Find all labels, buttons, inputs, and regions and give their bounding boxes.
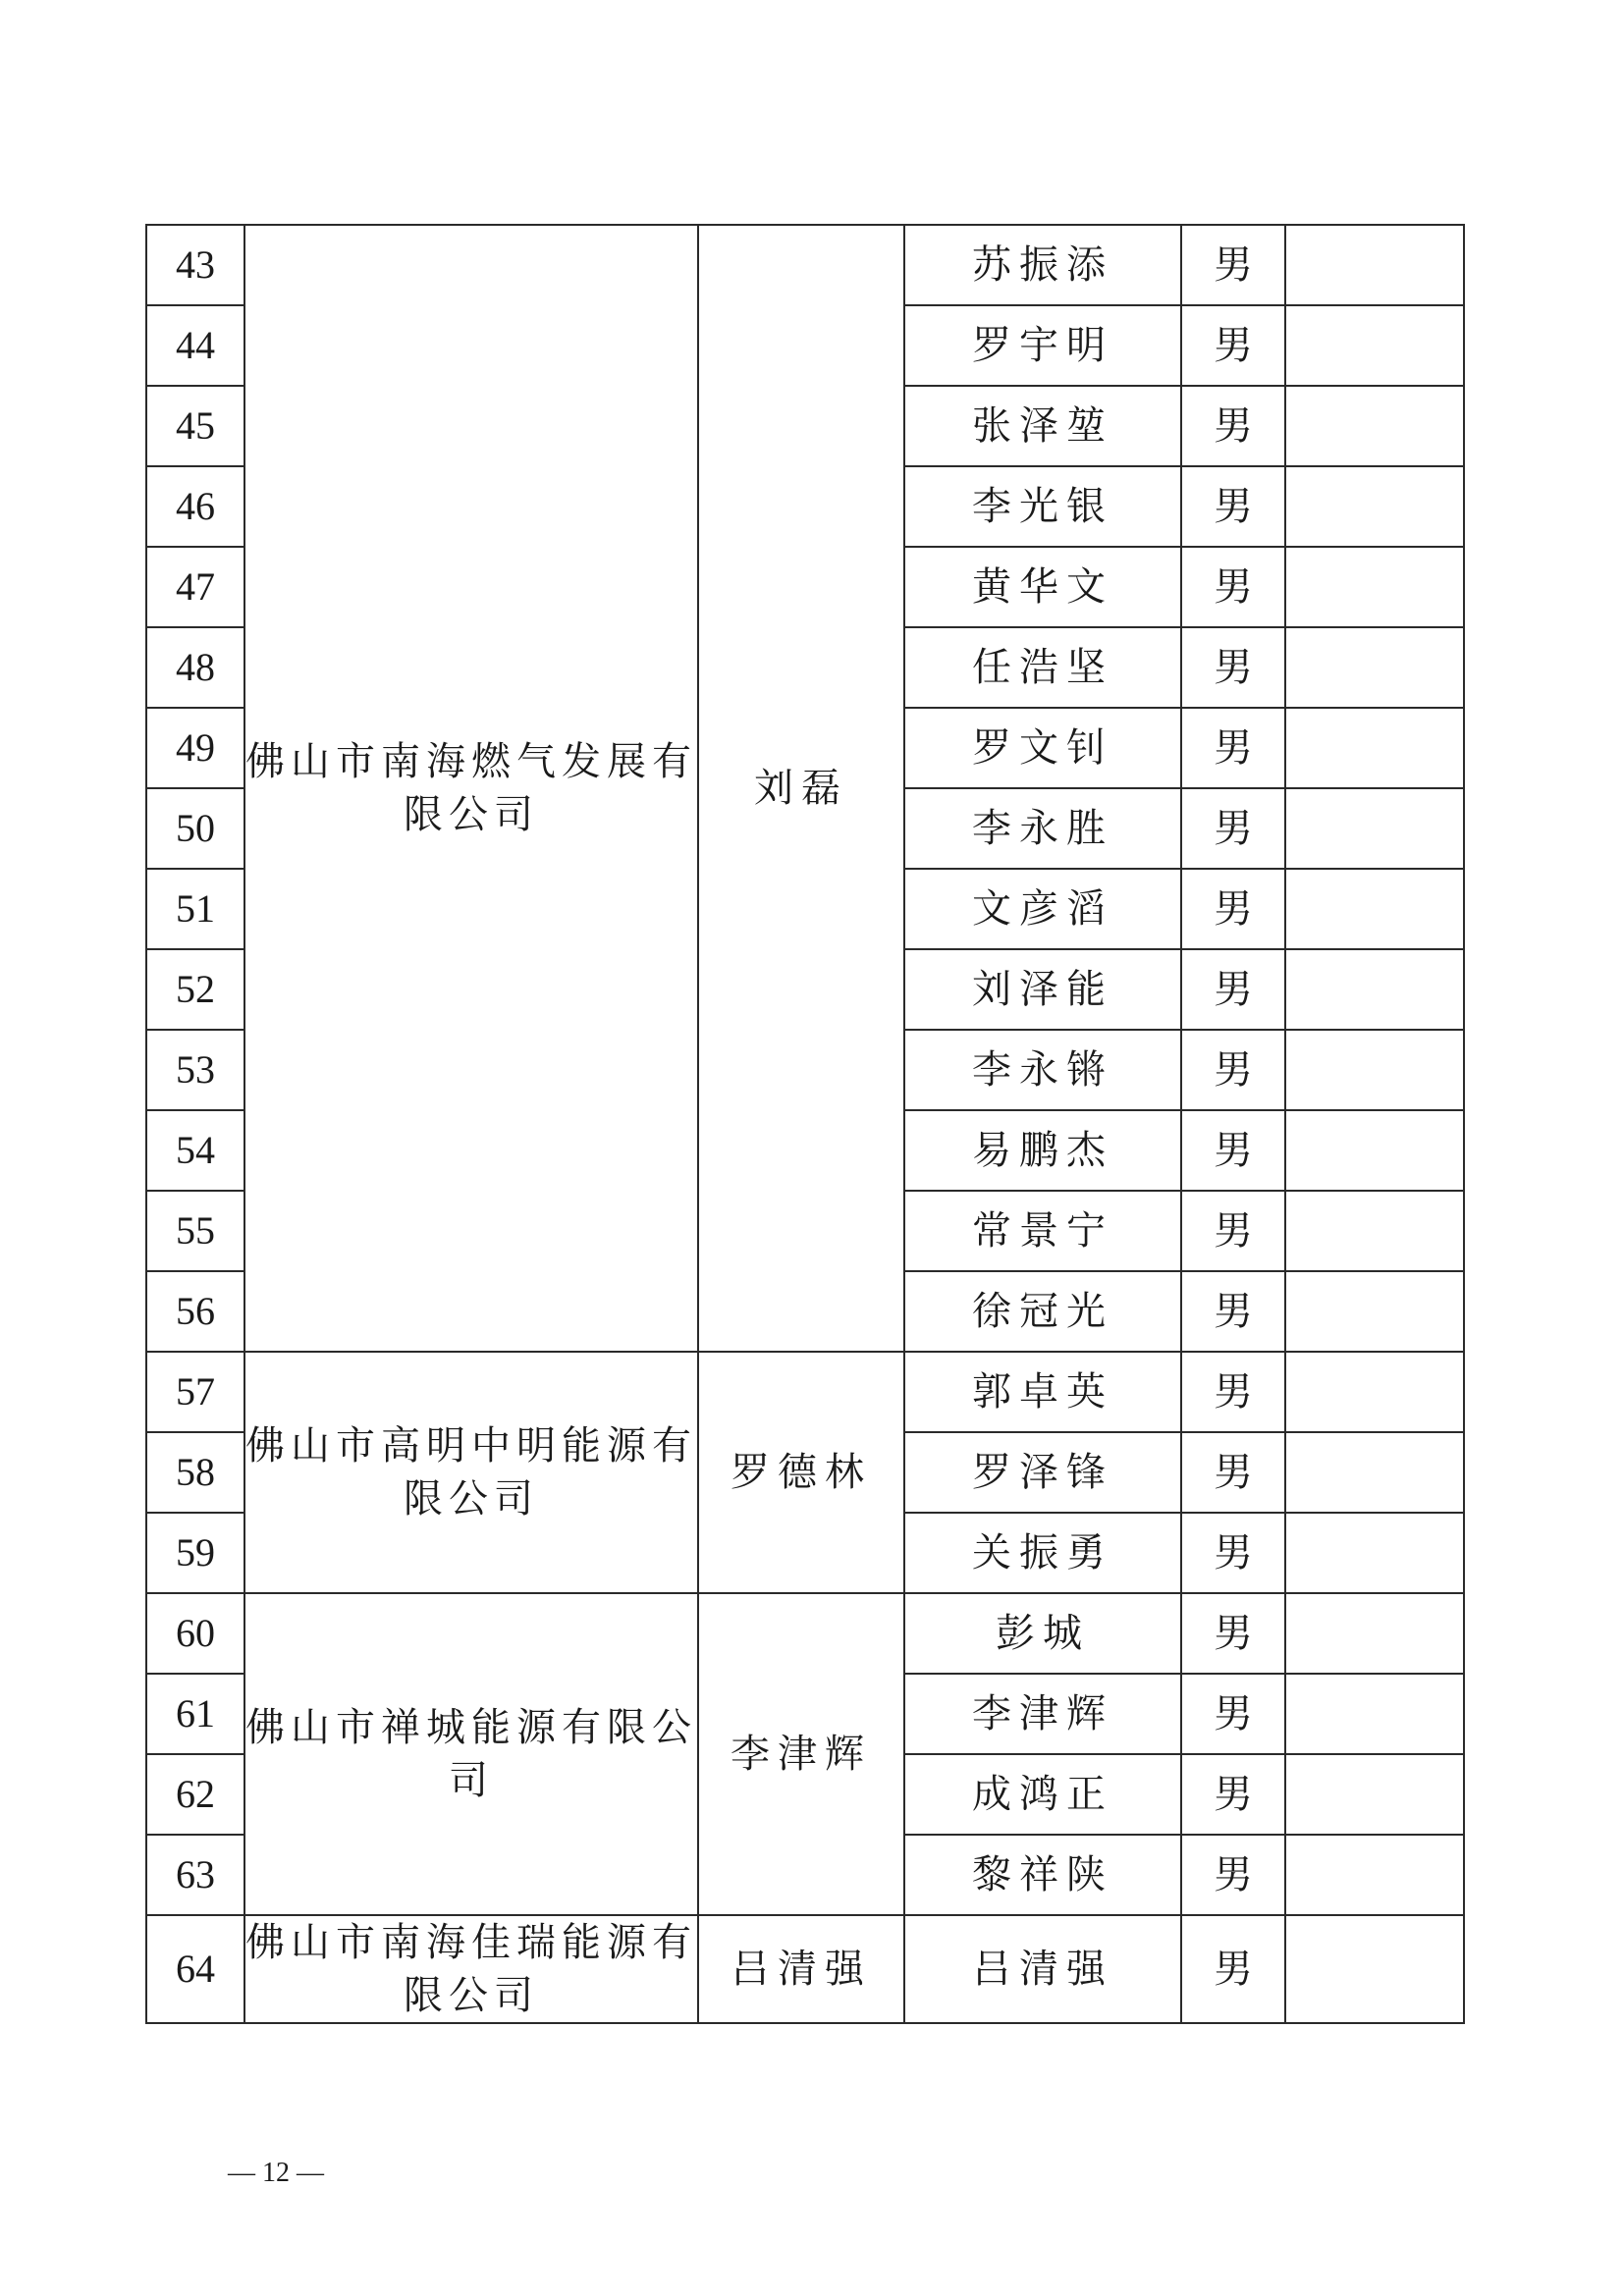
row-number: 55 (146, 1191, 244, 1271)
company-name: 佛山市南海燃气发展有限公司 (244, 225, 698, 1352)
member-name: 彭城 (904, 1593, 1181, 1674)
row-number: 51 (146, 869, 244, 949)
member-gender: 男 (1181, 1030, 1285, 1110)
member-name: 吕清强 (904, 1915, 1181, 2023)
member-name: 刘泽能 (904, 949, 1181, 1030)
row-number: 64 (146, 1915, 244, 2023)
remark-cell (1285, 869, 1464, 949)
company-name: 佛山市高明中明能源有限公司 (244, 1352, 698, 1593)
remark-cell (1285, 1915, 1464, 2023)
remark-cell (1285, 627, 1464, 708)
row-number: 54 (146, 1110, 244, 1191)
member-name: 易鹏杰 (904, 1110, 1181, 1191)
remark-cell (1285, 1271, 1464, 1352)
remark-cell (1285, 1754, 1464, 1835)
remark-cell (1285, 1513, 1464, 1593)
member-gender: 男 (1181, 1271, 1285, 1352)
row-number: 48 (146, 627, 244, 708)
row-number: 43 (146, 225, 244, 305)
member-gender: 男 (1181, 1915, 1285, 2023)
member-name: 罗泽锋 (904, 1432, 1181, 1513)
member-gender: 男 (1181, 1352, 1285, 1432)
row-number: 53 (146, 1030, 244, 1110)
row-number: 61 (146, 1674, 244, 1754)
remark-cell (1285, 1191, 1464, 1271)
member-name: 任浩坚 (904, 627, 1181, 708)
member-name: 罗宇明 (904, 305, 1181, 386)
member-name: 苏振添 (904, 225, 1181, 305)
table-row (146, 1915, 1464, 2023)
row-number: 59 (146, 1513, 244, 1593)
member-name: 郭卓英 (904, 1352, 1181, 1432)
remark-cell (1285, 788, 1464, 869)
member-gender: 男 (1181, 305, 1285, 386)
remark-cell (1285, 225, 1464, 305)
row-number: 52 (146, 949, 244, 1030)
table-row (146, 1352, 1464, 1432)
table-row (146, 225, 1464, 305)
personnel-table (145, 224, 1465, 2024)
personnel-table-body (146, 225, 1464, 2023)
member-name: 关振勇 (904, 1513, 1181, 1593)
row-number: 50 (146, 788, 244, 869)
remark-cell (1285, 1593, 1464, 1674)
row-number: 63 (146, 1835, 244, 1915)
remark-cell (1285, 1674, 1464, 1754)
table-row (146, 1593, 1464, 1674)
row-number: 62 (146, 1754, 244, 1835)
remark-cell (1285, 466, 1464, 547)
company-name: 佛山市南海佳瑞能源有限公司 (244, 1915, 698, 2023)
member-gender: 男 (1181, 386, 1285, 466)
member-gender: 男 (1181, 547, 1285, 627)
member-name: 常景宁 (904, 1191, 1181, 1271)
row-number: 56 (146, 1271, 244, 1352)
member-name: 文彦滔 (904, 869, 1181, 949)
team-leader: 罗德林 (698, 1352, 904, 1593)
member-gender: 男 (1181, 1593, 1285, 1674)
remark-cell (1285, 1110, 1464, 1191)
member-gender: 男 (1181, 869, 1285, 949)
row-number: 57 (146, 1352, 244, 1432)
row-number: 49 (146, 708, 244, 788)
member-name: 成鸿正 (904, 1754, 1181, 1835)
member-name: 李津辉 (904, 1674, 1181, 1754)
remark-cell (1285, 1835, 1464, 1915)
member-gender: 男 (1181, 466, 1285, 547)
member-gender: 男 (1181, 1674, 1285, 1754)
team-leader: 刘磊 (698, 225, 904, 1352)
member-name: 黎祥陕 (904, 1835, 1181, 1915)
member-name: 黄华文 (904, 547, 1181, 627)
member-name: 徐冠光 (904, 1271, 1181, 1352)
page-number: — 12 — (228, 2158, 324, 2188)
member-gender: 男 (1181, 788, 1285, 869)
team-leader: 李津辉 (698, 1593, 904, 1915)
member-gender: 男 (1181, 1432, 1285, 1513)
row-number: 46 (146, 466, 244, 547)
member-name: 李永胜 (904, 788, 1181, 869)
member-gender: 男 (1181, 627, 1285, 708)
remark-cell (1285, 305, 1464, 386)
team-leader: 吕清强 (698, 1915, 904, 2023)
member-gender: 男 (1181, 949, 1285, 1030)
row-number: 60 (146, 1593, 244, 1674)
member-gender: 男 (1181, 1110, 1285, 1191)
member-name: 张泽堃 (904, 386, 1181, 466)
member-gender: 男 (1181, 1754, 1285, 1835)
remark-cell (1285, 386, 1464, 466)
member-name: 李永锵 (904, 1030, 1181, 1110)
member-gender: 男 (1181, 708, 1285, 788)
remark-cell (1285, 708, 1464, 788)
member-gender: 男 (1181, 1513, 1285, 1593)
member-name: 李光银 (904, 466, 1181, 547)
row-number: 44 (146, 305, 244, 386)
remark-cell (1285, 1030, 1464, 1110)
remark-cell (1285, 949, 1464, 1030)
row-number: 47 (146, 547, 244, 627)
member-name: 罗文钊 (904, 708, 1181, 788)
member-gender: 男 (1181, 225, 1285, 305)
member-gender: 男 (1181, 1191, 1285, 1271)
remark-cell (1285, 1352, 1464, 1432)
remark-cell (1285, 547, 1464, 627)
row-number: 58 (146, 1432, 244, 1513)
member-gender: 男 (1181, 1835, 1285, 1915)
row-number: 45 (146, 386, 244, 466)
company-name: 佛山市禅城能源有限公司 (244, 1593, 698, 1915)
remark-cell (1285, 1432, 1464, 1513)
